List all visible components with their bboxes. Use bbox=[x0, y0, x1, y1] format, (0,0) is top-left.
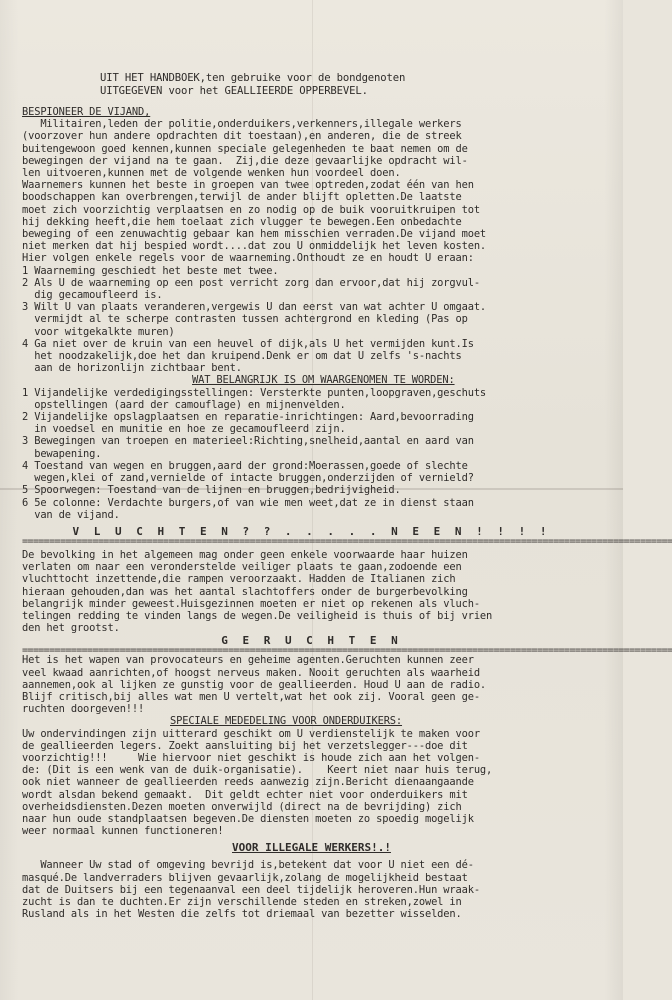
list-item: bewapening. bbox=[22, 447, 102, 460]
text-line: de: (Dit is een wenk van de duik-organisatie). Keert niet naar huis terug, bbox=[22, 764, 493, 777]
text-line: Blijf critisch,bij alles wat men U vertelt,wat het ook zij. Vooral geen ge- bbox=[22, 690, 480, 703]
header-line-2: UITGEGEVEN voor het GEALLIEERDE OPPERBEVEL. bbox=[100, 85, 368, 97]
text-line: belangrijk minder geweest.Huisgezinnen moeten er niet op rekenen als vluch- bbox=[22, 597, 480, 610]
text-line: weer normaal kunnen functioneren! bbox=[22, 825, 224, 838]
list-item: in voedsel en munitie en hoe ze gecamoufleerd zijn. bbox=[22, 423, 346, 436]
section-title-onderduikers: SPECIALE MEDEDELING VOOR ONDERDUIKERS: bbox=[170, 715, 403, 728]
text-line: masqué.De landverraders blijven gevaarlijk,zolang de mogelijkheid bestaat bbox=[22, 871, 468, 884]
text-line: voorzichtig!!! Wie hiervoor niet geschikt is houde zich aan het volgen- bbox=[22, 751, 480, 764]
list-item: dig gecamoufleerd is. bbox=[22, 289, 163, 302]
list-item: vermijdt al te scherpe contrasten tussen achtergrond en kleding (Pas op bbox=[22, 313, 468, 326]
section-title-illegal-workers: VOOR ILLEGALE WERKERS!.! bbox=[232, 841, 391, 855]
text-line: telingen redding te vinden langs de wegen.De veiligheid is thuis of bij vrien bbox=[22, 609, 493, 622]
text-line: wordt alsdan bekend gemaakt. Dit geldt echter niet voor onderduikers mit bbox=[22, 788, 468, 801]
header-line-1: UIT HET HANDBOEK,ten gebruike voor de bondgenoten bbox=[100, 72, 406, 84]
text-line: moet zich voorzichtig verplaatsen en zo nodig op de buik vooruitkruipen tot bbox=[22, 203, 480, 216]
text-line: hieraan gehouden,dan was het aantal slachtoffers onder de burgerbevolking bbox=[22, 585, 468, 598]
text-line: ook niet wanneer de geallieerden reeds aanwezig zijn.Bericht dienaangaande bbox=[22, 776, 474, 789]
text-line: aannemen,ook al lijken ze gunstig voor de geallieerden. Houd U aan de radio. bbox=[22, 678, 487, 691]
text-line: De bevolking in het algemeen mag onder geen enkele voorwaarde haar huizen bbox=[22, 548, 468, 561]
divider-rumours: ======================================================================================================================== bbox=[22, 645, 672, 657]
list-item: aan de horizonlijn zichtbaar bent. bbox=[22, 362, 242, 375]
text-line: ruchten doorgeven!!! bbox=[22, 703, 145, 716]
text-line: niet merken dat hij bespied wordt....dat zou U onmiddelijk het leven kosten. bbox=[22, 240, 487, 253]
text-line: Hier volgen enkele regels voor de waarneming.Onthoudt ze en houdt U eraan: bbox=[22, 252, 474, 265]
list-item: 5 Spoorwegen: Toestand van de lijnen en bruggen,bedrijvigheid. bbox=[22, 484, 401, 497]
text-line: Militairen,leden der politie,onderduikers,verkenners,illegale werkers bbox=[22, 118, 462, 131]
text-line: (voorzover hun andere opdrachten dit toestaan),en anderen, die de streek bbox=[22, 130, 462, 143]
text-line: bewegingen der vijand na te gaan. Zij,die deze gevaarlijke opdracht wil- bbox=[22, 154, 468, 167]
text-line: vluchttocht inzettende,die rampen veroorzaakt. Hadden de Italianen zich bbox=[22, 573, 456, 586]
text-line: veel kwaad aanrichten,of hoogst nerveus maken. Nooit geruchten als waarheid bbox=[22, 666, 480, 679]
list-item: 2 Vijandelijke opslagplaatsen en reparatie-inrichtingen: Aard,bevoorrading bbox=[22, 411, 474, 424]
list-item: wegen,klei of zand,vernielde of intacte bruggen,onderzijden of vernield? bbox=[22, 472, 474, 485]
text-line: Rusland als in het Westen die zelfs tot driemaal van bezetter wisselden. bbox=[22, 908, 462, 921]
divider-flee: ======================================================================================================================== bbox=[22, 535, 672, 547]
text-line: len uitvoeren,kunnen met de volgende wenken hun voordeel doen. bbox=[22, 167, 401, 180]
text-line: Waarnemers kunnen het beste in groepen van twee optreden,zodat één van hen bbox=[22, 179, 474, 192]
text-line: de geallieerden legers. Zoekt aansluiting bij het verzetslegger---doe dit bbox=[22, 739, 468, 752]
text-line: Het is het wapen van provocateurs en geheime agenten.Geruchten kunnen zeer bbox=[22, 654, 474, 667]
text-line: naar hun oude standplaatsen begeven.De diensten moeten zo spoedig mogelijk bbox=[22, 812, 474, 825]
text-line: hij dekking heeft,die hem toelaat zich vlugger te bewegen.Een onbedachte bbox=[22, 215, 462, 228]
list-item: het noodzakelijk,doe het dan kruipend.Denk er om dat U zelfs 's-nachts bbox=[22, 350, 462, 363]
section-title-rumours: G E R U C H T E N bbox=[221, 634, 402, 648]
list-item: 6 5e colonne: Verdachte burgers,of van wie men weet,dat ze in dienst staan bbox=[22, 496, 474, 509]
list-item: 1 Vijandelijke verdedigingsstellingen: Versterkte punten,loopgraven,geschuts bbox=[22, 386, 487, 399]
text-line: verlaten om naar een veronderstelde veiliger plaats te gaan,zodoende een bbox=[22, 561, 462, 574]
list-item: 4 Toestand van wegen en bruggen,aard der grond:Moerassen,goede of slechte bbox=[22, 459, 468, 472]
text-line: Uw ondervindingen zijn uitterard geschikt om U verdienstelijk te maken voor bbox=[22, 727, 480, 740]
text-line: Wanneer Uw stad of omgeving bevrijd is,betekent dat voor U niet een dé- bbox=[22, 859, 474, 872]
list-item: 4 Ga niet over de kruin van een heuvel of dijk,als U het vermijden kunt.Is bbox=[22, 337, 474, 350]
section-title-important: WAT BELANGRIJK IS OM WAARGENOMEN TE WORDEN: bbox=[192, 374, 455, 387]
text-line: buitengewoon goed kennen,kunnen speciale gelegenheden te baat nemen om de bbox=[22, 142, 468, 155]
list-item: voor witgekalkte muren) bbox=[22, 325, 175, 338]
text-line: boodschappen kan overbrengen,terwijl de ander blijft opletten.De laatste bbox=[22, 191, 462, 204]
list-item: opstellingen (aard der camouflage) en mijnenvelden. bbox=[22, 398, 346, 411]
text-line: dat de Duitsers bij een tegenaanval een deel tijdelijk heroveren.Hun wraak- bbox=[22, 883, 480, 896]
text-line: beweging of een zenuwachtig gebaar kan hem misschien verraden.De vijand moet bbox=[22, 228, 487, 241]
text-line: den het grootst. bbox=[22, 622, 120, 635]
section-title-espionage: BESPIONEER DE VIJAND, bbox=[22, 106, 151, 118]
list-item: 3 Wilt U van plaats veranderen,vergewis U dan eerst van wat achter U omgaat. bbox=[22, 301, 487, 314]
list-item: van de vijand. bbox=[22, 508, 120, 521]
list-item: 1 Waarneming geschiedt het beste met twee. bbox=[22, 264, 279, 277]
list-item: 2 Als U de waarneming op een post verricht zorg dan ervoor,dat hij zorgvul- bbox=[22, 276, 480, 289]
section-title-flee: V L U C H T E N ? ? . . . . . N E E N ! ! ! ! bbox=[72, 524, 551, 538]
text-line: zucht is dan te duchten.Er zijn verschillende steden en streken,zowel in bbox=[22, 895, 462, 908]
list-item: 3 Bewegingen van troepen en materieel:Richting,snelheid,aantal en aard van bbox=[22, 435, 474, 448]
text-line: overheidsdiensten.Dezen moeten onverwijld (direct na de bevrijding) zich bbox=[22, 800, 462, 813]
paper-fold-vertical bbox=[312, 0, 313, 1000]
